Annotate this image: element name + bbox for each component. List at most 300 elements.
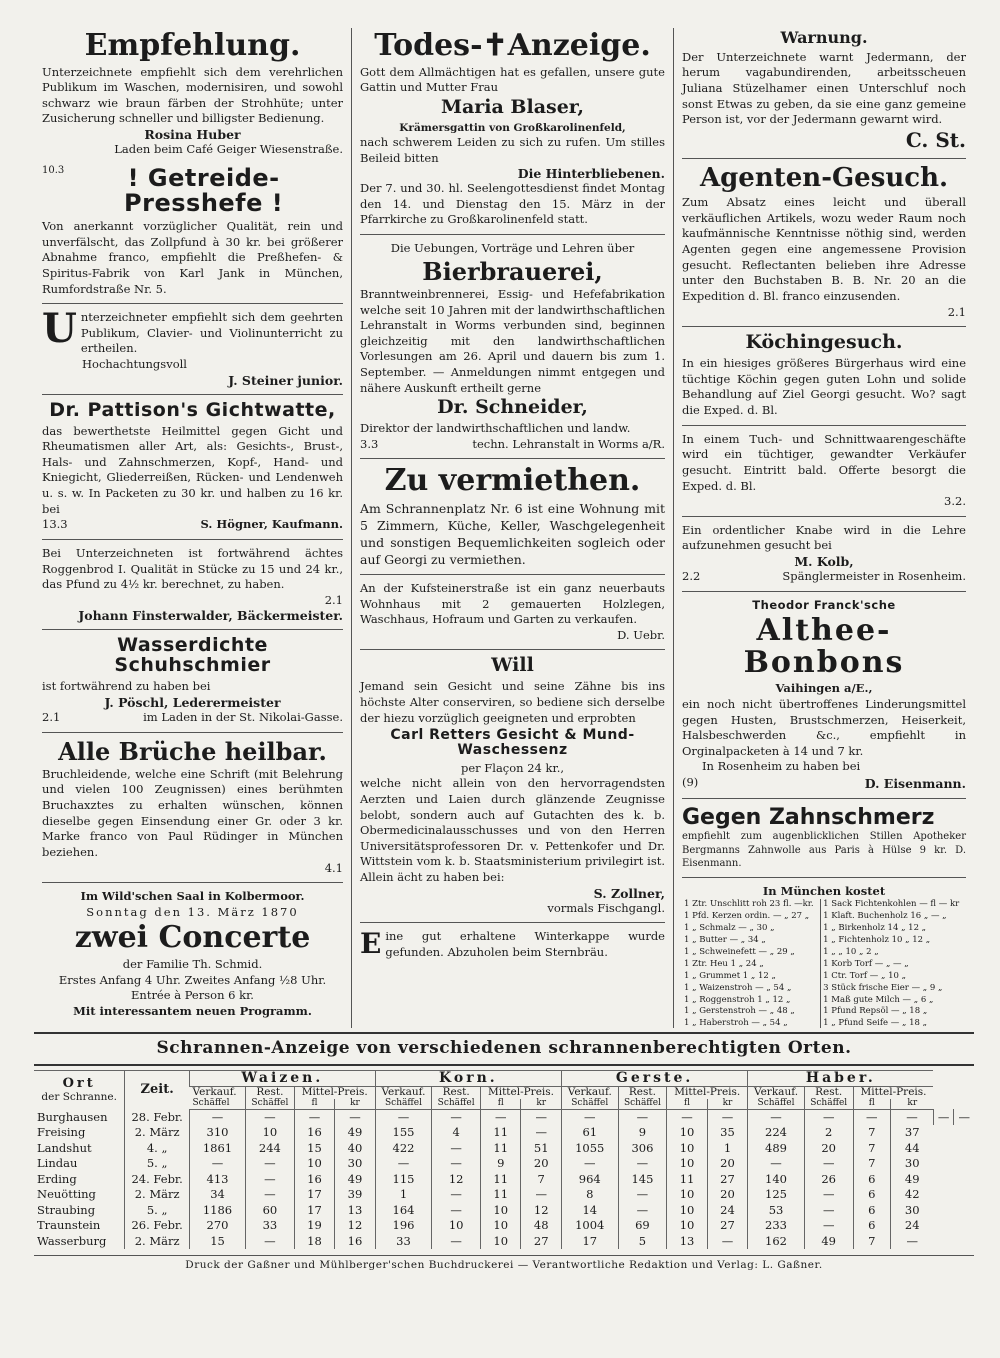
cell-value: 10 bbox=[246, 1125, 295, 1141]
price-left: 1 „ Haberstroh — „ 54 „ bbox=[682, 1018, 821, 1028]
divider bbox=[682, 158, 966, 159]
unit-schaeffel: Schäffel bbox=[748, 1099, 805, 1109]
price-row bbox=[682, 959, 966, 971]
cell-ort: Lindau bbox=[37, 1156, 78, 1171]
divider bbox=[682, 591, 966, 592]
heading: ! Getreide-Presshefe ! bbox=[124, 163, 284, 217]
heading: Althee-Bonbons bbox=[743, 613, 905, 680]
cell-value: 60 bbox=[246, 1203, 295, 1219]
cell-value: 310 bbox=[189, 1125, 245, 1141]
cell-value: 10 bbox=[481, 1203, 521, 1219]
cell-value: — bbox=[246, 1234, 295, 1250]
cell-value: 6 bbox=[853, 1172, 891, 1188]
col-ort-label: Ort bbox=[62, 1076, 96, 1092]
group-korn: Korn. bbox=[375, 1071, 561, 1087]
subheader-rest: Rest. bbox=[804, 1087, 853, 1099]
ad-text: Jemand sein Gesicht und seine Zähne bis ins höchste Alter conserviren, so bediene sich derselbe der hiezu vorzüglich geeigneten und erprobten bbox=[360, 679, 665, 725]
cell-zeit: 24. Febr. bbox=[125, 1172, 190, 1188]
cell-value: — bbox=[432, 1109, 481, 1125]
schranne-table bbox=[34, 1070, 974, 1249]
cell-value: — bbox=[853, 1109, 891, 1125]
heading: Wasserdichte Schuhschmier bbox=[114, 634, 271, 677]
cell-value: 306 bbox=[618, 1141, 667, 1157]
cell-value: 17 bbox=[561, 1234, 618, 1250]
cell-value: 49 bbox=[804, 1234, 853, 1250]
cell-value: 4 bbox=[432, 1125, 481, 1141]
family: der Familie Th. Schmid. bbox=[122, 956, 263, 971]
cell-value: 39 bbox=[335, 1187, 375, 1203]
cell-value: 10 bbox=[481, 1234, 521, 1250]
signer: Johann Finsterwalder, Bäckermeister. bbox=[78, 608, 343, 624]
signer-row bbox=[682, 775, 966, 792]
brand-name: Theodor Franck'sche bbox=[752, 597, 896, 612]
cell-value: 12 bbox=[432, 1172, 481, 1188]
unit-schaeffel: Schäffel bbox=[375, 1099, 432, 1109]
cell-zeit: 2. März bbox=[125, 1125, 190, 1141]
cell-value: 30 bbox=[335, 1156, 375, 1172]
cell-value: 61 bbox=[561, 1125, 618, 1141]
cell-value: 27 bbox=[707, 1172, 747, 1188]
ad-winterkappe bbox=[360, 929, 665, 960]
cell-value: 422 bbox=[375, 1141, 432, 1157]
cell-value: 26 bbox=[804, 1172, 853, 1188]
signer-row bbox=[42, 517, 343, 533]
cell-value: — bbox=[246, 1156, 295, 1172]
product-price: per Flaçon 24 kr., bbox=[460, 760, 565, 775]
unit-schaeffel: Schäffel bbox=[561, 1099, 618, 1109]
cell-value: 6 bbox=[853, 1218, 891, 1234]
ad-text: Von anerkannt vorzüglicher Qualität, rein und unverfälscht, das Zollpfund à 30 kr. bei größerer Abnahme franco, empfiehlt die Preßhefen- & Spiritus-Fabrik von Karl Jank in München, Rumfordstraße Nr. 5. bbox=[42, 219, 343, 296]
date: Sonntag den 13. März 1870 bbox=[86, 904, 299, 919]
ad-text: ein noch nicht übertroffenes Linderungsmittel gegen Husten, Brustschmerzen, Heiserkeit, Halsbeschwerden &c., empfiehlt in Orginalpacketen à 14 und 7 kr. bbox=[682, 696, 966, 758]
subheader-mittel: Mittel-Preis. bbox=[853, 1087, 933, 1099]
greeting: Hochachtungsvoll bbox=[82, 357, 187, 371]
ad-number: 2.2 bbox=[682, 569, 701, 584]
divider bbox=[360, 922, 665, 923]
price-left: 1 „ Waizenstroh — „ 54 „ bbox=[682, 983, 821, 995]
heading: Warnung. bbox=[780, 28, 868, 47]
heading: Köchingesuch. bbox=[745, 331, 903, 354]
ad-intro: Gott dem Allmächtigen hat es gefallen, unsere gute Gattin und Mutter Frau bbox=[360, 64, 665, 95]
cell-value: 1 bbox=[707, 1141, 747, 1157]
cell-value: 6 bbox=[853, 1187, 891, 1203]
heading: Bierbrauerei, bbox=[422, 256, 603, 286]
cell-value: 2 bbox=[804, 1125, 853, 1141]
cell-value: 33 bbox=[246, 1218, 295, 1234]
price-row bbox=[682, 911, 966, 923]
cell-value: — bbox=[189, 1109, 245, 1125]
cell-value: 155 bbox=[375, 1125, 432, 1141]
price-row bbox=[682, 995, 966, 1007]
heading: Empfehlung. bbox=[84, 28, 301, 63]
cell-value: 233 bbox=[748, 1218, 805, 1234]
cell-value: 1186 bbox=[189, 1203, 245, 1219]
where: In Rosenheim zu haben bei bbox=[702, 759, 861, 774]
price-row bbox=[682, 923, 966, 935]
signer: S. Zollner, bbox=[593, 885, 665, 901]
signer: D. Uebr. bbox=[617, 627, 665, 642]
cell-value: 16 bbox=[294, 1172, 334, 1188]
place: techn. Lehranstalt in Worms a/R. bbox=[472, 436, 665, 451]
subheader-mittel: Mittel-Preis. bbox=[667, 1087, 748, 1099]
price-row bbox=[682, 935, 966, 947]
divider bbox=[42, 629, 343, 630]
unit-kr: kr bbox=[335, 1099, 375, 1109]
cell-value: — bbox=[246, 1109, 295, 1125]
dropcap: E bbox=[360, 927, 382, 961]
table-row bbox=[34, 1218, 974, 1234]
ad-number: 3.2. bbox=[944, 494, 966, 509]
cell-value: 30 bbox=[891, 1156, 934, 1172]
cell-value: 5 bbox=[618, 1234, 667, 1250]
ad-waschessenz bbox=[360, 656, 665, 916]
ad-text: Unterzeichnete empfiehlt sich dem verehrlichen Publikum im Waschen, modernisiren, und sowohl schwarz wie braun färben der Strohhüte; unter Zusicherung schneller und billigster Bedienung. bbox=[42, 64, 343, 126]
divider bbox=[360, 649, 665, 650]
place: Im Wild'schen Saal in Kolbermoor. bbox=[80, 889, 305, 904]
cell-value: 20 bbox=[707, 1156, 747, 1172]
service-notice: Der 7. und 30. hl. Seelengottesdienst findet Montag den 14. und Dienstag den 15. März in der Pfarrkirche zu Großkarolinenfeld statt. bbox=[360, 181, 665, 227]
cell-value: — bbox=[667, 1109, 707, 1125]
cell-value: 15 bbox=[294, 1141, 334, 1157]
ad-wohnhaus bbox=[360, 581, 665, 644]
cell-value: 49 bbox=[891, 1172, 934, 1188]
divider bbox=[42, 539, 343, 540]
cell-value: — bbox=[804, 1109, 853, 1125]
cell-value: 11 bbox=[481, 1125, 521, 1141]
cell-value: 17 bbox=[294, 1203, 334, 1219]
imprint: Druck der Gaßner und Mühlberger'schen Buchdruckerei — Verantwortliche Redaktion und Verlag: L. Gaßner. bbox=[34, 1255, 974, 1271]
cell-value: 16 bbox=[335, 1234, 375, 1250]
cell-value: 20 bbox=[521, 1156, 561, 1172]
subheader-verkauf: Verkauf. bbox=[561, 1087, 618, 1099]
subheader-verkauf: Verkauf. bbox=[375, 1087, 432, 1099]
unit-fl: fl bbox=[294, 1099, 334, 1109]
unit-schaeffel: Schäffel bbox=[246, 1099, 295, 1109]
ad-text: Bei Unterzeichneten ist fortwährend ächtes Roggenbrod I. Qualität in Stücke zu 15 und 24 kr., das Pfund zu 4½ kr. berechnet, zu haben. bbox=[42, 545, 343, 592]
place: Vaihingen a/E., bbox=[775, 681, 873, 696]
heading: zwei Concerte bbox=[74, 920, 311, 956]
signer: D. Eisenmann. bbox=[864, 776, 966, 792]
cell-value: — bbox=[891, 1234, 934, 1250]
ad-text: Ein ordentlicher Knabe wird in die Lehre aufzunehmen gesucht bei bbox=[682, 522, 966, 553]
table-row bbox=[34, 1141, 974, 1157]
ad-brueche bbox=[42, 736, 343, 877]
ad-text-2: welche nicht allein von den hervorragendsten Aerzten und Laien durch glänzende Zeugnisse belobt, sondern auch auf Gutachten des k. b. Obermedicinalausschusses und von den Herren Universitätsprofessoren Dr. v. Pettenkofer und Dr. Wittstein vom k. b. Staatsministerium privilegirt ist. Allein ächt zu haben bei: bbox=[360, 776, 665, 885]
price-right: 1 „ Birkenholz 14 „ 12 „ bbox=[823, 923, 927, 934]
ad-text: An der Kufsteinerstraße ist ein ganz neuerbauts Wohnhaus mit 2 gemauerten Holzlegen, Waschhaus, Hofraum und Garten zu verkaufen. bbox=[360, 580, 665, 627]
cell-value: 244 bbox=[246, 1141, 295, 1157]
ad-text: Der Unterzeichnete warnt Jedermann, der herum vagabundirenden, arbeitsscheuen Juliana Stüzelhamer einen Unterschluf noch sonst Etwas zu geben, da sie eine ganz gemeine Person ist, vor der Jedermann gewarnt wird. bbox=[682, 49, 966, 127]
cell-value: 9 bbox=[481, 1156, 521, 1172]
cell-value: 37 bbox=[891, 1125, 934, 1141]
cell-value: 20 bbox=[804, 1141, 853, 1157]
price-right: 1 Klaft. Buchenholz 16 „ — „ bbox=[823, 911, 947, 922]
cell-value: — bbox=[707, 1109, 747, 1125]
table-row bbox=[34, 1172, 974, 1188]
cell-value: — bbox=[521, 1109, 561, 1125]
ad-text: Bruchleidende, welche eine Schrift (mit Belehrung und vielen 100 Zeugnissen) eines berühmten Bruchaxztes zu erhalten wünschen, können dieselbe gegen Einsendung einer Gr. oder 3 kr. Marke franco von Paul Rüdinger in München beziehen. bbox=[42, 766, 343, 859]
cell-value: 10 bbox=[667, 1203, 707, 1219]
place: im Laden in der St. Nikolai-Gasse. bbox=[143, 709, 343, 724]
ad-unterricht bbox=[42, 305, 343, 388]
cell-value: 224 bbox=[748, 1125, 805, 1141]
cell-value: 10 bbox=[481, 1218, 521, 1234]
price-right: 1 „ „ 10 „ 2 „ bbox=[823, 947, 879, 957]
unit-kr: kr bbox=[891, 1099, 934, 1109]
divider bbox=[360, 458, 665, 459]
ad-number: 2.1 bbox=[324, 592, 343, 607]
cell-value: — bbox=[561, 1109, 618, 1125]
cell-value: 40 bbox=[335, 1141, 375, 1157]
cell-value: 1 bbox=[375, 1187, 432, 1203]
ad-text: nach schwerem Leiden zu sich zu rufen. Um stilles Beileid bitten bbox=[360, 134, 665, 165]
ad-verkaeufer bbox=[682, 432, 966, 510]
cell-value: 53 bbox=[748, 1203, 805, 1219]
cell-value: 13 bbox=[667, 1234, 707, 1250]
table-row bbox=[34, 1109, 974, 1125]
cell-value: — bbox=[294, 1109, 334, 1125]
signer-role: vormals Fischgangl. bbox=[547, 900, 665, 915]
column-1 bbox=[34, 28, 352, 1028]
cell-value: — bbox=[246, 1187, 295, 1203]
prices-table bbox=[682, 899, 966, 1028]
signer: S. Högner, Kaufmann. bbox=[200, 517, 343, 532]
ad-roggenbrod bbox=[42, 546, 343, 624]
group-waizen: Waizen. bbox=[189, 1071, 375, 1087]
schranne-section bbox=[34, 1032, 974, 1271]
divider bbox=[42, 394, 343, 395]
cell-value: 270 bbox=[189, 1218, 245, 1234]
cell-value: — bbox=[748, 1156, 805, 1172]
signer: M. Kolb, bbox=[794, 554, 854, 570]
cell-value: 33 bbox=[375, 1234, 432, 1250]
ad-schuhschmier bbox=[42, 636, 343, 725]
prices-title: In München kostet bbox=[762, 883, 886, 898]
cell-value: — bbox=[521, 1125, 561, 1141]
cell-value: — bbox=[804, 1156, 853, 1172]
cell-value: 12 bbox=[521, 1203, 561, 1219]
unit-fl: fl bbox=[853, 1099, 891, 1109]
ad-number: 2.1 bbox=[42, 709, 61, 724]
ad-text: nterzeichneter empfiehlt sich dem geehrten Publikum, Clavier- und Violinunterricht zu ertheilen. bbox=[80, 310, 343, 356]
price-left: 1 „ Schweinefett — „ 29 „ bbox=[682, 947, 821, 959]
cell-value: 17 bbox=[294, 1187, 334, 1203]
ad-text: In ein hiesiges größeres Bürgerhaus wird eine tüchtige Köchin gegen guten Lohn und solide Behandlung auf Ziel Georgi gesucht. Wo? sagt die Exped. d. Bl. bbox=[682, 356, 966, 418]
price-row bbox=[682, 899, 966, 911]
unit-kr: kr bbox=[521, 1099, 561, 1109]
col-ort bbox=[34, 1071, 125, 1110]
group-gerste: Gerste. bbox=[561, 1071, 747, 1087]
cell-value: — bbox=[618, 1187, 667, 1203]
cell-value: 51 bbox=[521, 1141, 561, 1157]
ad-zahnschmerz bbox=[682, 805, 966, 871]
table-row bbox=[34, 1156, 974, 1172]
cell-value: 11 bbox=[481, 1141, 521, 1157]
cell-value: 16 bbox=[294, 1125, 334, 1141]
place-row bbox=[360, 437, 665, 453]
cell-zeit: 26. Febr. bbox=[125, 1218, 190, 1234]
divider bbox=[682, 877, 966, 878]
cell-value: — bbox=[246, 1172, 295, 1188]
cell-value: — bbox=[432, 1156, 481, 1172]
place-row bbox=[42, 710, 343, 726]
price-left: 1 Ztr. Heu 1 „ 24 „ bbox=[682, 959, 821, 971]
cell-value: — bbox=[891, 1109, 934, 1125]
ad-koechin bbox=[682, 333, 966, 418]
price-row bbox=[682, 971, 966, 983]
signer: Rosina Huber bbox=[144, 127, 241, 142]
cell-value: — bbox=[432, 1234, 481, 1250]
cell-ort: Erding bbox=[37, 1171, 77, 1186]
signer-row bbox=[682, 569, 966, 585]
cell-value: — bbox=[375, 1109, 432, 1125]
cell-value: 42 bbox=[891, 1187, 934, 1203]
cell-value: 1861 bbox=[189, 1141, 245, 1157]
ad-text: In einem Tuch- und Schnittwaarengeschäfte wird ein tüchtiger, gewandter Verkäufer gesucht. Eintritt bald. Offerte besorgt die Exped. d. Bl. bbox=[682, 431, 966, 493]
cell-value: 15 bbox=[189, 1234, 245, 1250]
ad-number: 2.1 bbox=[947, 304, 966, 319]
ad-text: das bewerthetste Heilmittel gegen Gicht und Rheumatismen aller Art, als: Gesichts-, Brust-, Hals- und Zahnschmerzen, Kopf-, Hand- und Kniegicht, Gliederreißen, Rücken- und Lendenweh u. s. w. In Packeten zu 30 kr. und halben zu 16 kr. bei bbox=[42, 423, 343, 516]
group-haber: Haber. bbox=[748, 1071, 934, 1087]
ad-text: Am Schrannenplatz Nr. 6 ist eine Wohnung mit 5 Zimmern, Küche, Keller, Waschgelegenheit und sonstigen Bequemlichkeiten sogleich oder auf Georgi zu vermiethen. bbox=[360, 500, 665, 567]
price: Entrée à Person 6 kr. bbox=[131, 988, 254, 1003]
times: Erstes Anfang 4 Uhr. Zweites Anfang ½8 Uhr. bbox=[58, 972, 327, 987]
ad-vermiethen bbox=[360, 465, 665, 568]
cell-value: — bbox=[954, 1109, 974, 1125]
cell-zeit: 2. März bbox=[125, 1187, 190, 1203]
cell-value: — bbox=[618, 1109, 667, 1125]
subheader-verkauf: Verkauf. bbox=[192, 1086, 237, 1099]
cell-value: 10 bbox=[667, 1218, 707, 1234]
subheader-verkauf: Verkauf. bbox=[748, 1087, 805, 1099]
cell-value: 145 bbox=[618, 1172, 667, 1188]
ad-knabe bbox=[682, 523, 966, 585]
cell-value: 10 bbox=[294, 1156, 334, 1172]
cell-value: — bbox=[561, 1156, 618, 1172]
divider bbox=[682, 798, 966, 799]
ad-text: Branntweinbrennerei, Essig- und Hefefabrikation welche seit 10 Jahren mit der landwirthschaftlichen Lehranstalt in Worms verbunden sind, beginnen gleichzeitig mit den landwirthschaftlichen Vorlesungen am 26. April und dauern bis zum 1. September. — Anmeldungen nimmt entgegen und nähere Auskunft ertheilt gerne bbox=[360, 286, 665, 395]
cell-value: — bbox=[804, 1203, 853, 1219]
price-left: 1 „ Butter — „ 34 „ bbox=[682, 935, 821, 947]
price-row bbox=[682, 1006, 966, 1018]
cell-value: 10 bbox=[667, 1156, 707, 1172]
cell-zeit: 4. „ bbox=[125, 1141, 190, 1157]
table-row bbox=[34, 1125, 974, 1141]
unit-fl: fl bbox=[667, 1099, 707, 1109]
cell-zeit: 28. Febr. bbox=[125, 1109, 190, 1125]
unit-schaeffel: Schäffel bbox=[432, 1099, 481, 1109]
subheader-mittel: Mittel-Preis. bbox=[481, 1087, 562, 1099]
cell-value: — bbox=[933, 1109, 953, 1125]
ad-text: ine gut erhaltene Winterkappe wurde gefunden. Abzuholen beim Sternbräu. bbox=[385, 929, 665, 959]
divider bbox=[682, 516, 966, 517]
divider bbox=[682, 326, 966, 327]
cell-value: 24 bbox=[891, 1218, 934, 1234]
unit-schaeffel: Schäffel bbox=[618, 1099, 667, 1109]
cell-ort: Neuötting bbox=[37, 1187, 96, 1202]
price-right: 1 „ Pfund Seife — „ 18 „ bbox=[823, 1018, 928, 1028]
ad-number: 10.3 bbox=[42, 164, 65, 176]
cell-value: 11 bbox=[481, 1172, 521, 1188]
address: Laden beim Café Geiger Wiesenstraße. bbox=[114, 142, 343, 156]
heading: Agenten-Gesuch. bbox=[699, 162, 949, 193]
price-right: 1 „ Fichtenholz 10 „ 12 „ bbox=[823, 935, 931, 946]
price-left: 1 Pfd. Kerzen ordin. — „ 27 „ bbox=[682, 911, 821, 923]
price-right: 1 Sack Fichtenkohlen — fl — kr bbox=[823, 899, 960, 910]
cell-value: 18 bbox=[294, 1234, 334, 1250]
ad-intro: Die Uebungen, Vorträge und Lehren über bbox=[390, 241, 635, 256]
deceased-role: Krämersgattin von Großkarolinenfeld, bbox=[399, 121, 626, 134]
ad-warnung bbox=[682, 30, 966, 152]
price-row bbox=[682, 1018, 966, 1028]
heading: Todes-✝Anzeige. bbox=[374, 28, 651, 63]
price-row bbox=[682, 947, 966, 959]
column-3 bbox=[674, 28, 974, 1028]
cell-value: 489 bbox=[748, 1141, 805, 1157]
cell-value: 10 bbox=[667, 1187, 707, 1203]
cell-ort: Landshut bbox=[37, 1140, 92, 1155]
cell-value: — bbox=[707, 1234, 747, 1250]
ad-empfehlung bbox=[42, 30, 343, 158]
cell-value: 49 bbox=[335, 1125, 375, 1141]
price-right: 3 Stück frische Eier — „ 9 „ bbox=[823, 982, 943, 993]
unit-schaeffel: Schäffel bbox=[804, 1099, 853, 1109]
dropcap: U bbox=[42, 305, 77, 353]
cell-value: 27 bbox=[707, 1218, 747, 1234]
divider bbox=[682, 425, 966, 426]
price-row bbox=[682, 983, 966, 995]
ad-columns bbox=[34, 28, 974, 1028]
cell-ort: Wasserburg bbox=[37, 1233, 107, 1248]
cell-zeit: 5. „ bbox=[125, 1203, 190, 1219]
col-ort-sub: der Schranne. bbox=[41, 1090, 117, 1103]
cell-value: 19 bbox=[294, 1218, 334, 1234]
cell-value: — bbox=[618, 1156, 667, 1172]
cell-value: — bbox=[618, 1203, 667, 1219]
cell-value: 1004 bbox=[561, 1218, 618, 1234]
cell-value: — bbox=[432, 1203, 481, 1219]
heading: Will bbox=[491, 654, 534, 677]
cell-value: 34 bbox=[189, 1187, 245, 1203]
cell-value: 24 bbox=[707, 1203, 747, 1219]
table-row bbox=[34, 1187, 974, 1203]
heading-row bbox=[42, 164, 343, 219]
price-right: 1 Ctr. Torf — „ 10 „ bbox=[823, 970, 906, 981]
cell-value: 10 bbox=[667, 1125, 707, 1141]
cell-value: 196 bbox=[375, 1218, 432, 1234]
cell-value: 9 bbox=[618, 1125, 667, 1141]
cell-value: 1055 bbox=[561, 1141, 618, 1157]
table-row bbox=[34, 1234, 974, 1250]
cell-value: — bbox=[335, 1109, 375, 1125]
price-right: 1 Maß gute Milch — „ 6 „ bbox=[823, 994, 934, 1005]
ad-number: 13.3 bbox=[42, 517, 68, 532]
price-left: 1 „ Schmalz — „ 30 „ bbox=[682, 923, 821, 935]
cell-value: 413 bbox=[189, 1172, 245, 1188]
cell-value: 30 bbox=[891, 1203, 934, 1219]
cell-value: 20 bbox=[707, 1187, 747, 1203]
cell-value: 69 bbox=[618, 1218, 667, 1234]
cell-ort: Traunstein bbox=[37, 1218, 101, 1233]
ad-gichtwatte bbox=[42, 398, 343, 533]
signer: C. St. bbox=[905, 127, 966, 152]
ad-number: 4.1 bbox=[324, 860, 343, 875]
cell-value: 49 bbox=[335, 1172, 375, 1188]
price-left: 1 „ Grummet 1 „ 12 „ bbox=[682, 971, 821, 983]
subheader-rest: Rest. bbox=[432, 1087, 481, 1099]
col-zeit: Zeit. bbox=[125, 1071, 190, 1110]
subheader-rest: Rest. bbox=[246, 1087, 295, 1099]
